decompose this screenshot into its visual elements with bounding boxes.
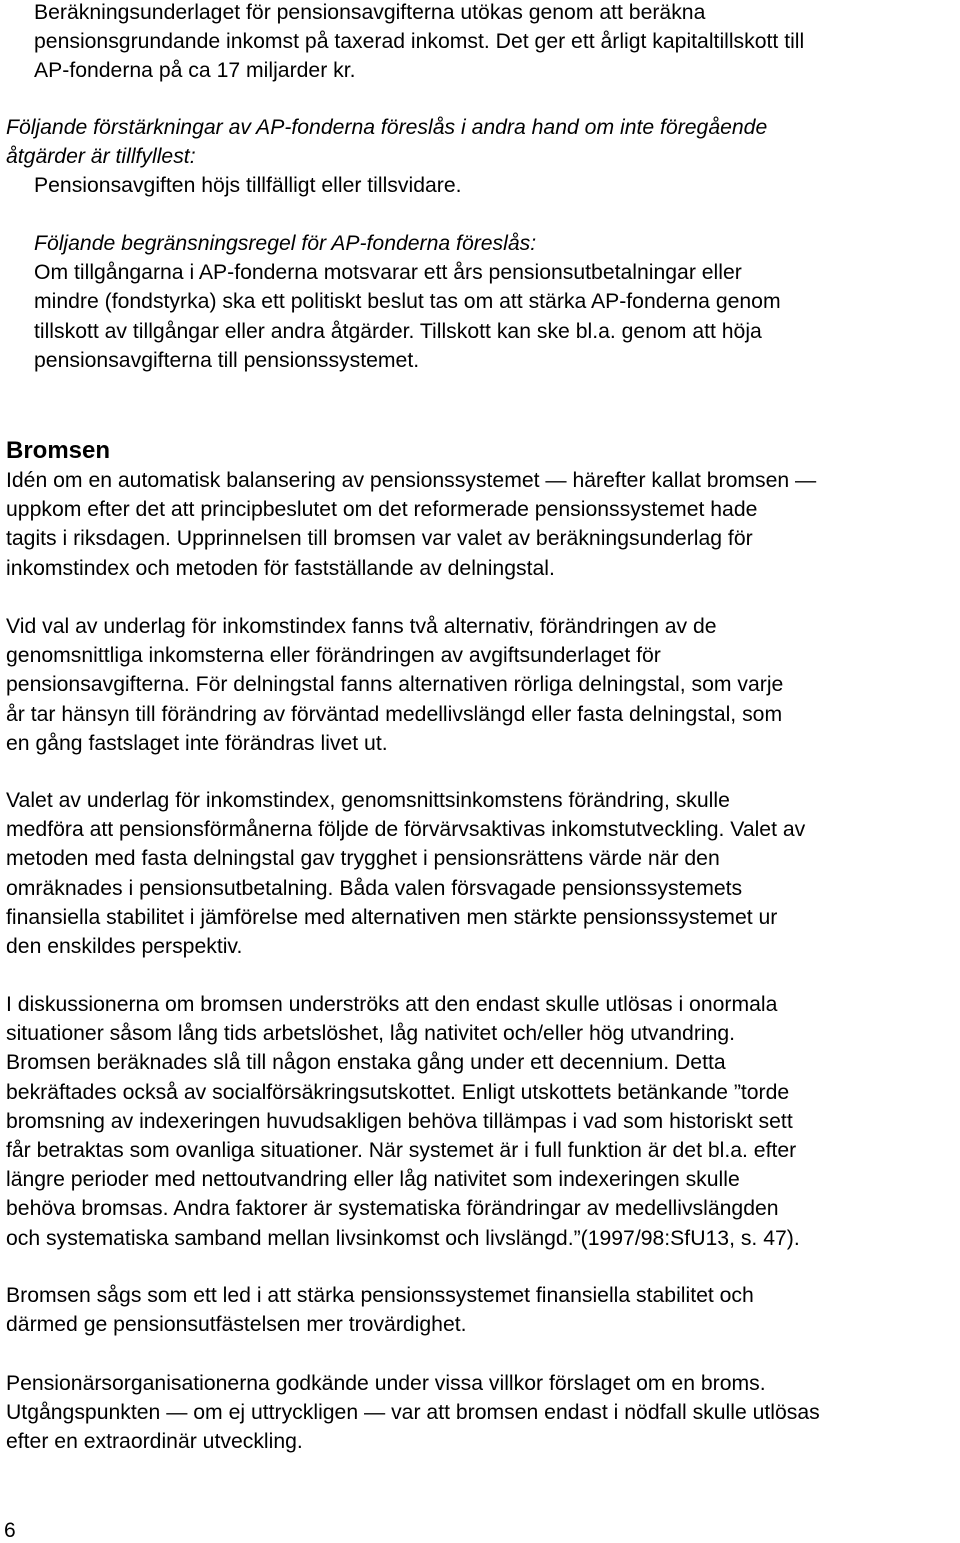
reinforcement-heading-line: åtgärder är tillfyllest: — [6, 145, 196, 169]
text-line: finansiella stabilitet i jämförelse med alternativen men stärkte pensionssystemet ur — [6, 905, 778, 929]
text-line: därmed ge pensionsutfästelsen mer trovärdighet. — [6, 1313, 467, 1337]
text-line: omräknades i pensionsutbetalning. Båda valen försvagade pensionssystemets — [6, 876, 743, 900]
text-line: behöva bromsas. Andra faktorer är systematiska förändringar av medellivslängden — [6, 1197, 779, 1221]
text-line: inkomstindex och metoden för fastställande av delningstal. — [6, 556, 555, 580]
text-line: Pensionärsorganisationerna godkände under vissa villkor förslaget om en broms. — [6, 1372, 766, 1395]
text-line: tagits i riksdagen. Upprinnelsen till bromsen var valet av beräkningsunderlag för — [6, 527, 753, 551]
text-line: situationer såsom lång tids arbetslöshet, låg nativitet och/eller hög utvandring. — [6, 1022, 736, 1046]
text-line: bromsning av indexeringen huvudsakligen behöva tillämpas i vad som historiskt sett — [6, 1109, 793, 1133]
text-line: Beräkningsunderlaget för pensionsavgifterna utökas genom att beräkna — [34, 1, 706, 24]
text-line: Idén om en automatisk balansering av pensionssystemet — härefter kallat bromsen — — [6, 469, 817, 492]
reinforcement-heading-line: Följande förstärkningar av AP-fonderna föreslås i andra hand om inte föregående — [6, 116, 768, 139]
text-line: pensionsgrundande inkomst på taxerad inkomst. Det ger ett årligt kapitaltillskott till — [34, 30, 805, 54]
text-line: efter en extraordinär utveckling. — [6, 1430, 303, 1454]
text-line: Om tillgångarna i AP-fonderna motsvarar ett års pensionsutbetalningar eller — [34, 261, 742, 285]
text-line: AP-fonderna på ca 17 miljarder kr. — [34, 59, 356, 83]
body-paragraph — [6, 1369, 820, 1457]
text-line: och systematiska samband mellan livsinkomst och livslängd.”(1997/98:SfU13, s. 47). — [6, 1226, 800, 1250]
body-paragraph — [6, 990, 800, 1253]
text-line: medföra att pensionsförmånerna följde de förvärvsaktivas inkomstutveckling. Valet av — [6, 818, 806, 842]
limitation-rule-block — [34, 229, 781, 375]
body-paragraph — [6, 612, 783, 758]
text-line: uppkom efter det att principbeslutet om det reformerade pensionssystemet hade — [6, 498, 758, 522]
text-line: en gång fastslaget inte förändras livet ut. — [6, 731, 388, 755]
limitation-rule-heading: Följande begränsningsregel för AP-fonderna föreslås: — [34, 232, 537, 255]
body-paragraph — [6, 1281, 754, 1339]
page-number: 6 — [4, 1519, 16, 1542]
text-line: pensionsavgifterna till pensionssystemet. — [34, 348, 420, 372]
text-line: metoden med fasta delningstal gav trygghet i pensionsrättens värde när den — [6, 847, 720, 871]
section-title: Bromsen — [6, 437, 111, 464]
text-line: pensionsavgifterna. För delningstal fanns alternativen rörliga delningstal, som varje — [6, 673, 784, 697]
text-line: år tar hänsyn till förändring av förväntad medellivslängd eller fasta delningstal, som — [6, 702, 783, 726]
text-line: längre perioder med nettoutvandring eller låg nativitet som indexeringen skulle — [6, 1168, 740, 1192]
reinforcement-block — [6, 113, 767, 201]
text-line: tillskott av tillgångar eller andra åtgärder. Tillskott kan ske bl.a. genom att höja — [34, 319, 762, 343]
body-paragraph — [6, 786, 805, 961]
text-line: genomsnittliga inkomsterna eller förändringen av avgiftsunderlaget för — [6, 644, 661, 668]
text-line: Bromsen beräknades slå till någon enstaka gång under ett decennium. Detta — [6, 1051, 726, 1075]
text-line: mindre (fondstyrka) ska ett politiskt beslut tas om att stärka AP-fonderna genom — [34, 290, 781, 314]
text-line: I diskussionerna om bromsen underströks att den endast skulle utlösas i onormala — [6, 993, 778, 1016]
intro-paragraph — [34, 0, 804, 86]
text-line: den enskildes perspektiv. — [6, 935, 243, 959]
text-line: får betraktas som ovanliga situationer. När systemet är i full funktion är det bl.a. efter — [6, 1139, 797, 1163]
body-paragraph — [6, 466, 816, 583]
text-line: bekräftades också av socialförsäkringsutskottet. Enligt utskottets betänkande ”torde — [6, 1080, 790, 1104]
text-line: Bromsen sågs som ett led i att stärka pensionssystemet finansiella stabilitet och — [6, 1284, 754, 1307]
text-line: Vid val av underlag för inkomstindex fanns två alternativ, förändringen av de — [6, 615, 717, 638]
text-line: Valet av underlag för inkomstindex, genomsnittsinkomstens förändring, skulle — [6, 789, 730, 812]
text-line: Utgångspunkten — om ej uttryckligen — var att bromsen endast i nödfall skulle utlösas — [6, 1401, 820, 1425]
reinforcement-item: Pensionsavgiften höjs tillfälligt eller tillsvidare. — [34, 174, 462, 198]
